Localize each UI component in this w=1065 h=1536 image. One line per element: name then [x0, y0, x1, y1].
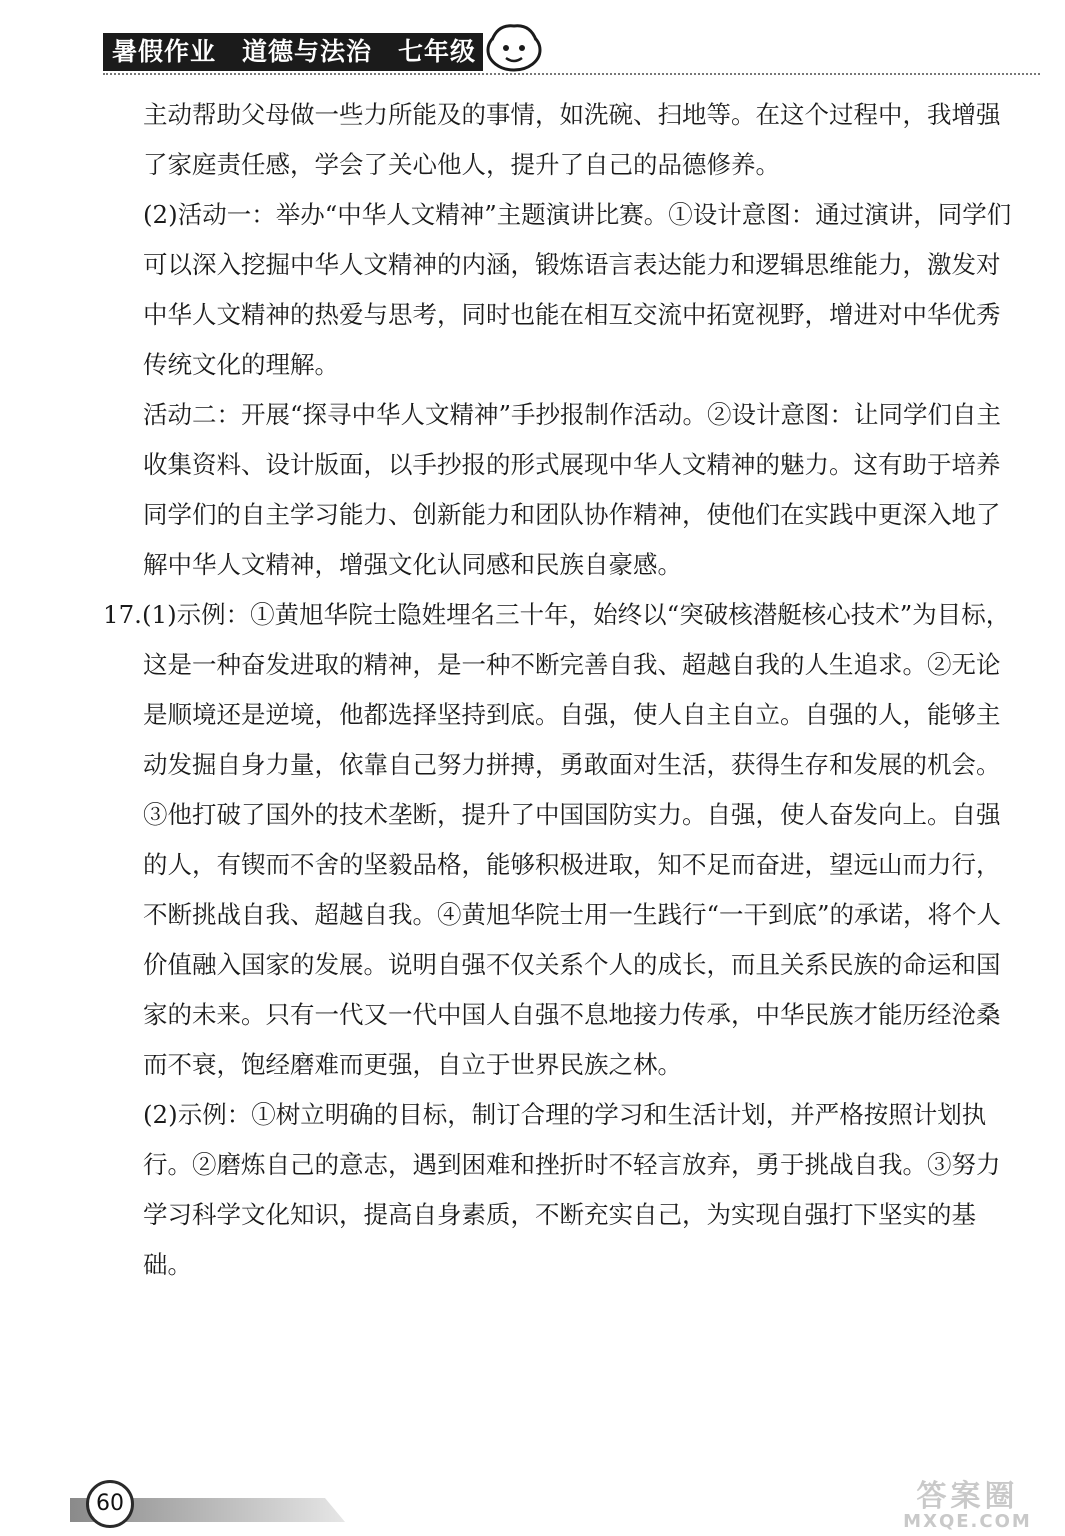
answer-content	[103, 90, 1018, 1290]
page-number: 60	[86, 1480, 134, 1528]
watermark-url: MXQE.COM	[903, 1511, 1032, 1532]
watermark-text: 答案圈	[916, 1479, 1019, 1514]
paragraph: 活动二：开展“探寻中华人文精神”手抄报制作活动。②设计意图：让同学们自主收集资料、设计版面，以手抄报的形式展现中华人文精神的魅力。这有助于培养同学们的自主学习能力、创新能力和团队协作精神，使他们在实践中更深入地了解中华人文精神，增强文化认同感和民族自豪感。	[143, 400, 1002, 579]
question-17-answer: 17.(1)示例：①黄旭华院士隐姓埋名三十年，始终以“突破核潜艇核心技术”为目标，这是一种奋发进取的精神，是一种不断完善自我、超越自我的人生追求。②无论是顺境还是逆境，他都选择坚持到底。自强，使人自主自立。自强的人，能够主动发掘自身力量，依靠自己努力拼搏，勇敢面对生活，获得生存和发展的机会。③他打破了国外的技术垄断，提升了中国国防实力。自强，使人奋发向上。自强的人，有锲而不舍的坚毅品格，能够积极进取，知不足而奋进，望远山而力行，不断挑战自我、超越自我。④黄旭华院士用一生践行“一干到底”的承诺，将个人价值融入国家的发展。说明自强不仅关系个人的成长，而且关系民族的命运和国家的未来。只有一代又一代中国人自强不息地接力传承，中华民族才能历经沧桑而不衰，饱经磨难而更强，自立于世界民族之林。	[103, 600, 1011, 1079]
cartoon-mascot-icon	[478, 18, 548, 74]
paragraph: (2)活动一：举办“中华人文精神”主题演讲比赛。①设计意图：通过演讲，同学们可以深入挖掘中华人文精神的内涵，锻炼语言表达能力和逻辑思维能力，激发对中华人文精神的热爱与思考，同时也能在相互交流中拓宽视野，增进对中华优秀传统文化的理解。	[143, 200, 1012, 379]
header-title: 暑假作业 道德与法治 七年级	[112, 37, 477, 66]
paragraph: (2)示例：①树立明确的目标，制订合理的学习和生活计划，并严格按照计划执行。②磨炼自己的意志，遇到困难和挫折时不轻言放弃，勇于挑战自我。③努力学习科学文化知识，提高自身素质，不断充实自己，为实现自强打下坚实的基础。	[143, 1100, 1001, 1279]
paragraph: 主动帮助父母做一些力所能及的事情，如洗碗、扫地等。在这个过程中，我增强了家庭责任感，学会了关心他人，提升了自己的品德修养。	[143, 100, 1001, 179]
watermark-logo	[880, 1479, 1055, 1534]
header-divider	[103, 73, 1040, 75]
